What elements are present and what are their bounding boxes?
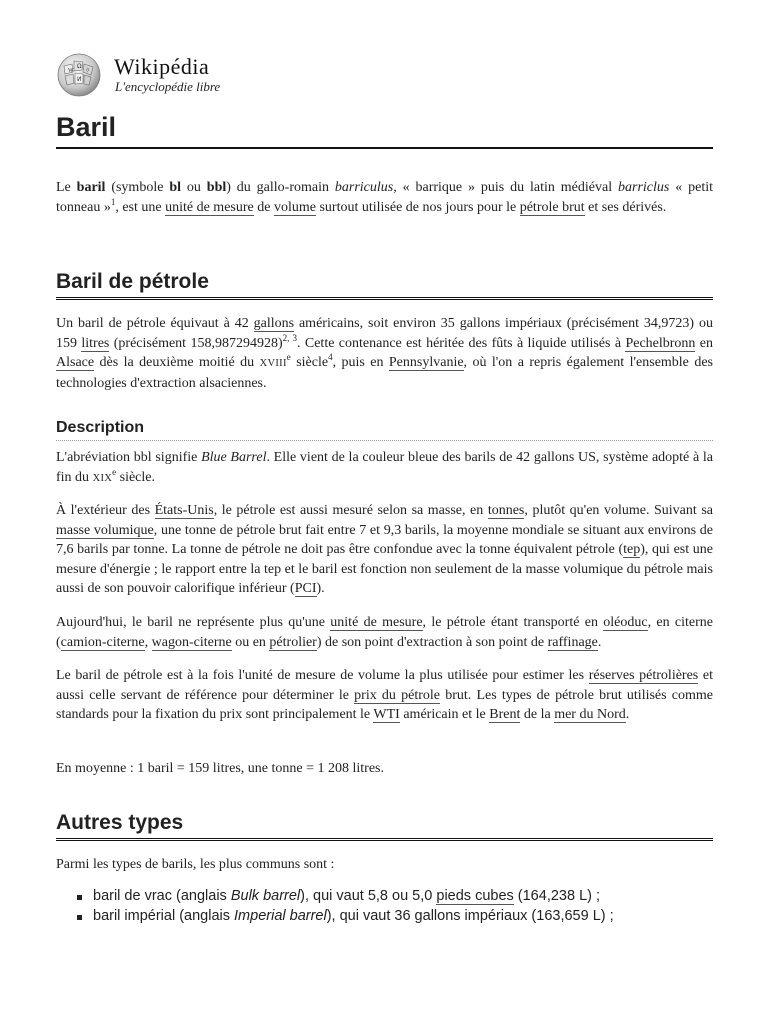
italic-text: barriclus <box>618 180 670 195</box>
reference-marker[interactable]: e <box>286 352 291 363</box>
century-numeral: XVIII <box>259 358 287 370</box>
paragraph-text: Parmi les types de barils, les plus communs sont : <box>56 857 335 872</box>
article-link[interactable]: mer du Nord <box>554 707 626 723</box>
article-link[interactable]: unité de mesure <box>330 615 423 630</box>
article-link[interactable]: prix du pétrole <box>354 687 441 703</box>
paragraph-text: À l'extérieur des États-Unis, le pétrole est aussi mesuré selon sa masse, en tonnes, plutôt qu'en volume. Suivant sa masse volumique, une tonne de pétrole brut fait entre 7 et 9,3 barils, la moyenne mondiale se situant aux environs de 7,6 barils par tonne. La tonne de pétrole ne doit pas être confondue avec la tonne équivalent pétrole (tep), qui est une mesure d'énergie ; le rapport entre la tep et le baril est fonction non seulement de la masse volumique du pétrole mais aussi de son pouvoir calorifique inférieur (PCI). <box>56 503 713 597</box>
section-title: Baril de pétrole <box>56 270 713 300</box>
svg-text:W: W <box>68 68 74 74</box>
list-item: baril impérial (anglais Imperial barrel), qui vaut 36 gallons impériaux (163,659 L) ; <box>56 907 713 927</box>
paragraph-text: Un baril de pétrole équivaut à 42 gallons américains, soit environ 35 gallons impériaux (précisément 34,9723) ou 159 litres (précisément 158,987294928)$^{2, 3}$. Cette contenance est héritée des fûts à liquide utilisés à Pechelbronn en Alsace dès la deuxième moitié du XVIIIe siècle$^4$, puis en Pennsylvanie, où l'on a repris également l'ensemble des technologies d'extraction alsaciennes. <box>56 316 714 391</box>
article-link[interactable]: réserves pétrolières <box>588 668 699 683</box>
bold-text: baril <box>76 180 106 195</box>
reference-marker[interactable]: 1 <box>110 196 116 207</box>
article-link[interactable]: Alsace <box>56 355 95 371</box>
century-numeral: XIX <box>92 472 113 484</box>
article-link[interactable]: gallons <box>253 316 295 331</box>
description-paragraph-5 <box>56 759 713 779</box>
article-link[interactable]: unité de mesure <box>165 199 254 215</box>
paragraph-text: Le baril de pétrole est à la fois l'unité de mesure de volume la plus utilisée pour estimer les réserves pétrolières et aussi celle servant de référence pour déterminer le prix du pétrole brut. Les types de pétrole brut utilisés comme standards pour la fixation du prix sont principalement le WTI américain et le Brent de la mer du Nord. <box>56 668 713 723</box>
site-wordmark: Wikipédia <box>114 54 210 79</box>
italic-text: Blue Barrel <box>201 450 267 465</box>
subsection-heading-description <box>56 419 713 441</box>
section-title: Autres types <box>56 811 713 841</box>
article-link[interactable]: wagon-citerne <box>151 634 232 650</box>
paragraph-text: L'abréviation bbl signifie Blue Barrel. Elle vient de la couleur bleue des barils de 42 gallons US, système adopté à la fin du XIXe siècle. <box>56 450 714 485</box>
section-heading-baril-de-petrole <box>56 270 713 300</box>
autres-types-list <box>56 887 713 926</box>
article-link[interactable]: volume <box>273 199 316 215</box>
site-tagline: L'encyclopédie libre <box>115 79 221 94</box>
reference-marker[interactable]: 2, 3 <box>282 332 297 343</box>
subsection-title: Description <box>56 419 713 441</box>
wikipedia-logo[interactable] <box>56 50 316 100</box>
svg-text:Ω: Ω <box>77 63 82 70</box>
paragraph-text: En moyenne : 1 baril = 159 litres, une tonne = 1 208 litres. <box>56 761 385 776</box>
svg-text:И: И <box>77 76 82 83</box>
description-paragraph-4 <box>56 666 713 725</box>
description-paragraph-1 <box>56 448 713 488</box>
article-link[interactable]: Pechelbronn <box>625 335 696 351</box>
description-paragraph-2 <box>56 501 713 599</box>
description-paragraph-3 <box>56 613 713 652</box>
article-link[interactable]: raffinage <box>547 634 598 650</box>
reference-marker[interactable]: e <box>112 466 117 477</box>
article-link[interactable]: PCI <box>294 581 317 597</box>
bold-text: bl <box>169 180 181 195</box>
section-heading-autres-types <box>56 811 713 841</box>
article-link[interactable]: tonnes <box>487 503 525 518</box>
paragraph-text: Aujourd'hui, le baril ne représente plus qu'une unité de mesure, le pétrole étant transporté en oléoduc, en citerne (camion-citerne, wagon-citerne ou en pétrolier) de son point d'extraction à son point de raffinage. <box>56 615 714 650</box>
bullet-list <box>56 887 713 926</box>
intro-text: Le baril (symbole bl ou bbl) du gallo-romain barriculus, « barrique » puis du latin médiéval barriclus « petit tonneau »$^1$, est une unité de mesure de volume surtout utilisée de nos jours pour le pétrole brut et ses dérivés. <box>56 180 713 215</box>
article-link[interactable]: Brent <box>489 707 521 723</box>
article-link[interactable]: camion-citerne <box>60 634 145 650</box>
article-link[interactable]: États-Unis <box>154 503 214 518</box>
svg-text:ウ: ウ <box>85 68 91 74</box>
article-link[interactable]: masse volumique <box>56 522 154 538</box>
article-link[interactable]: litres <box>81 335 110 351</box>
autres-types-intro <box>56 855 713 875</box>
article-link[interactable]: tep <box>623 542 641 558</box>
intro-paragraph <box>56 178 713 217</box>
wikipedia-globe-icon <box>56 52 102 98</box>
list-item: baril de vrac (anglais Bulk barrel), qui vaut 5,8 ou 5,0 pieds cubes (164,238 L) ; <box>56 887 713 907</box>
reference-marker[interactable]: 4 <box>328 352 333 363</box>
article-link[interactable]: pétrolier <box>269 634 317 650</box>
article-link[interactable]: Pennsylvanie <box>388 355 464 371</box>
bold-text: bbl <box>206 180 227 195</box>
article-link[interactable]: pétrole brut <box>519 199 585 215</box>
section-petrole-paragraph <box>56 314 713 393</box>
italic-text: barriculus <box>334 180 394 195</box>
italic-text: Bulk barrel <box>230 888 301 904</box>
article-link[interactable]: pieds cubes <box>436 888 514 904</box>
italic-text: Imperial barrel <box>234 907 327 924</box>
article-link[interactable]: WTI <box>373 707 400 723</box>
article-link[interactable]: oléoduc <box>603 615 648 630</box>
page-title: Baril <box>56 112 713 149</box>
